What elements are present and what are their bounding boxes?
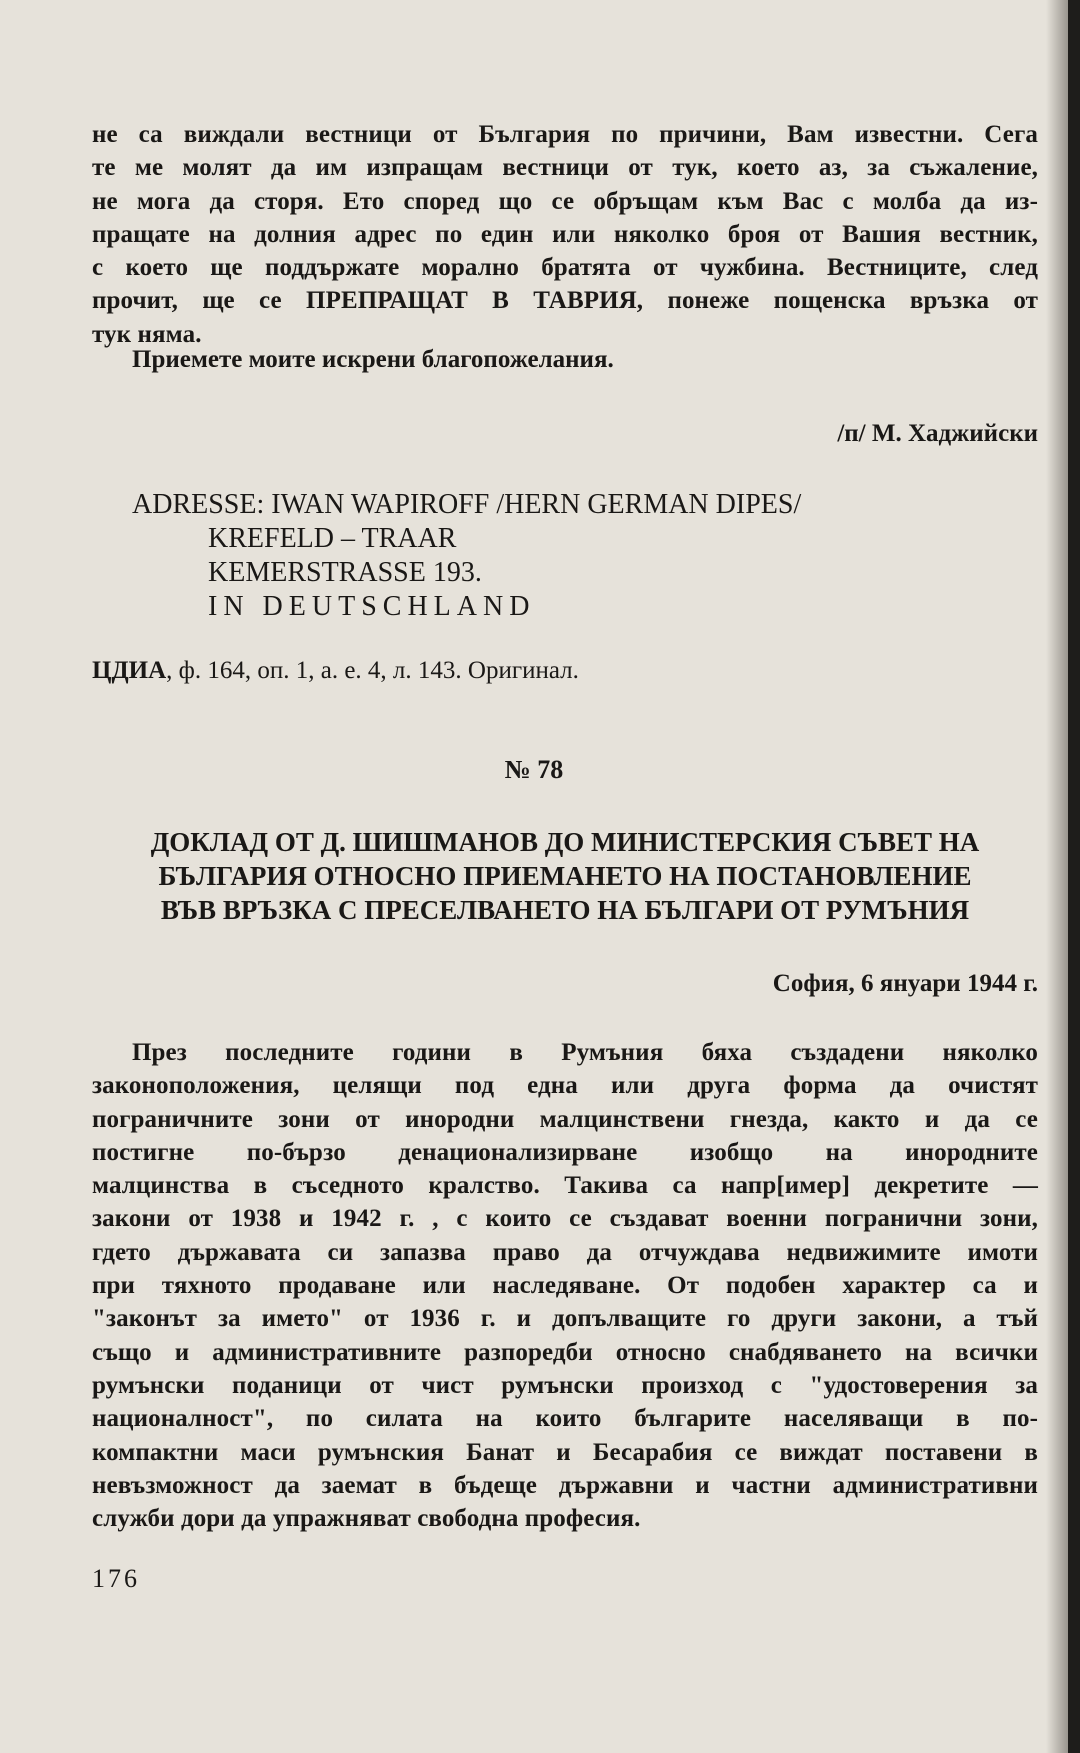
archive-details: , ф. 164, оп. 1, а. е. 4, л. 143. Оригинал. <box>166 657 579 684</box>
text-line: при тяхното продаване или наследяване. От подобен характер са и <box>92 1272 1038 1300</box>
text-line: постигне по-бързо денационализирване изобщо на инородните <box>92 1138 1038 1166</box>
title-line: БЪЛГАРИЯ ОТНОСНО ПРИЕМАНЕТО НА ПОСТАНОВЛЕНИЕ <box>158 861 972 891</box>
signature: /п/ М. Хаджийски <box>837 420 1038 447</box>
letter-paragraph <box>92 118 1038 351</box>
place-date: София, 6 януари 1944 г. <box>772 970 1038 997</box>
text-line: също и административните разпоредби относно снабдяването на всички <box>92 1338 1038 1366</box>
document-number: № 78 <box>504 755 564 784</box>
title-line: ВЪВ ВРЪЗКА С ПРЕСЕЛВАНЕТО НА БЪЛГАРИ ОТ РУМЪНИЯ <box>160 895 970 925</box>
page-edge-shadow <box>1046 0 1068 1753</box>
archive-reference <box>92 657 579 685</box>
text-line: малцинства в съседното кралство. Такива са напр[имер] декретите — <box>92 1172 1038 1200</box>
text-line: гдето държавата си запазва право да отчуждава недвижимите имоти <box>92 1238 1038 1266</box>
text-line: румънски поданици от чист румънски произход с "удостоверения за <box>92 1371 1038 1399</box>
document-title <box>92 825 1038 927</box>
text-line: прочит, ще се ПРЕПРАЩАТ В ТАВРИЯ, понеже пощенска връзка от <box>92 287 1038 315</box>
title-line: ДОКЛАД ОТ Д. ШИШМАНОВ ДО МИНИСТЕРСКИЯ СЪВЕТ НА <box>150 827 980 857</box>
text-line: компактни маси румънския Банат и Бесарабия се виждат поставени в <box>92 1438 1038 1466</box>
closing-line: Приемете моите искрени благопожелания. <box>132 346 614 373</box>
archive-abbreviation: ЦДИА <box>92 657 167 684</box>
text-line: те ме молят да им изпращам вестници от тук, което аз, за съжаление, <box>92 154 1038 182</box>
address-line: ADRESSE: IWAN WAPIROFF /HERN GERMAN DIPES/ <box>132 489 802 520</box>
text-line: През последните години в Румъния бяха създадени няколко <box>132 1039 1038 1066</box>
text-line: не са виждали вестници от България по причини, Вам известни. Сега <box>92 121 1038 148</box>
page-number: 176 <box>92 1564 140 1593</box>
text-line: служби дори да упражняват свободна професия. <box>92 1505 641 1533</box>
text-line: не мога да сторя. Ето според що се обръщам към Вас с молба да из- <box>92 187 1038 215</box>
address-line: KREFELD – TRAAR <box>208 523 457 554</box>
text-line: националност", по силата на които българите населяващи в по- <box>92 1405 1038 1433</box>
text-line: невъзможност да заемат в бъдеще държавни и частни административни <box>92 1471 1038 1499</box>
text-line: пограничните зони от инородни малцинствени гнезда, както и да се <box>92 1105 1038 1133</box>
text-line: законоположения, целящи под една или друга форма да очистят <box>92 1072 1038 1100</box>
text-line: тук няма. <box>92 320 202 348</box>
text-line: пращате на долния адрес по един или няколко броя от Вашия вестник, <box>92 220 1038 248</box>
address-line: IN DEUTSCHLAND <box>208 591 536 622</box>
text-line: "законът за името" от 1936 г. и допълващите го други закони, а тъй <box>92 1305 1038 1333</box>
body-paragraph <box>92 1036 1038 1535</box>
text-line: закони от 1938 и 1942 г. , с които се създават военни погранични зони, <box>92 1205 1038 1233</box>
address-line: KEMERSTRASSE 193. <box>208 557 482 588</box>
text-line: с което ще поддържате морално братята от чужбина. Вестниците, след <box>92 254 1038 282</box>
